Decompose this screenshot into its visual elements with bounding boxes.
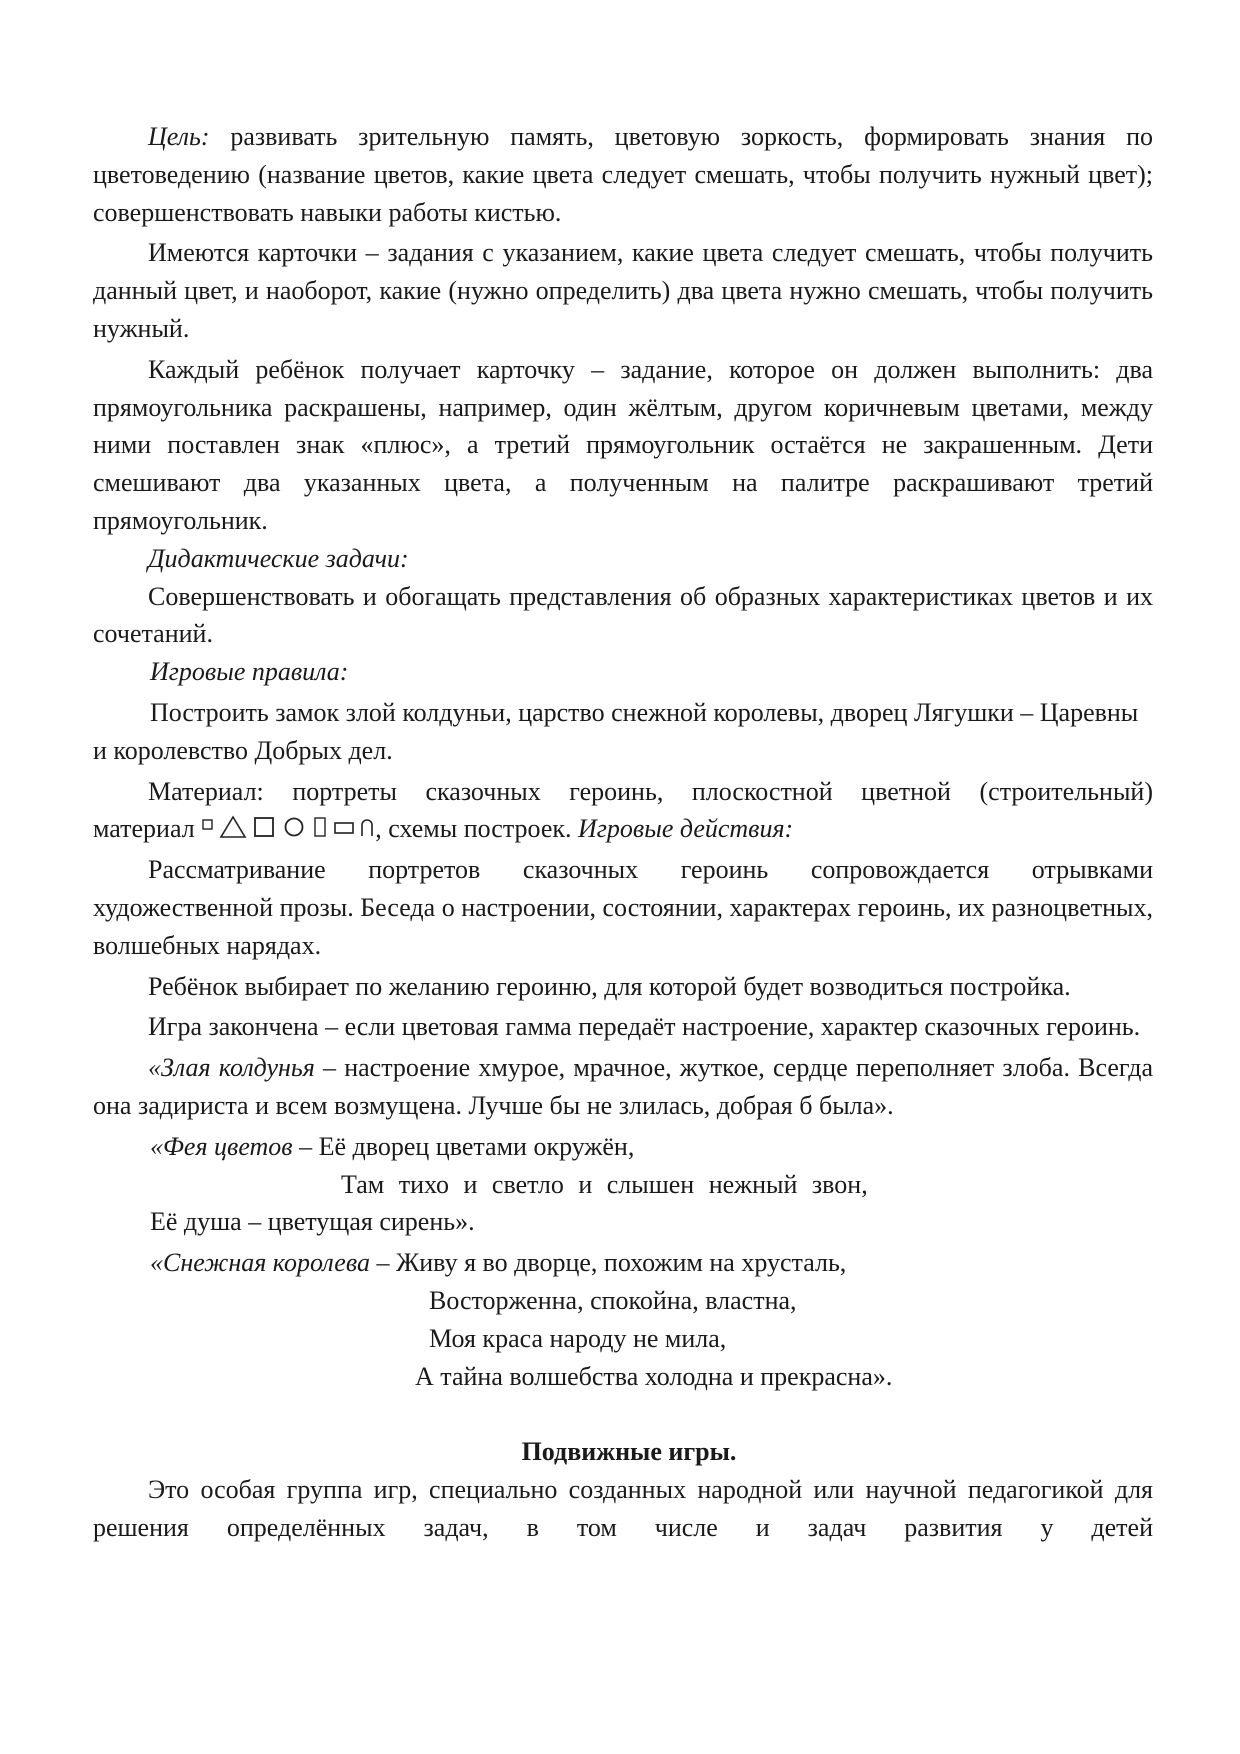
portraits-paragraph: Рассматривание портретов сказочных героинь сопровождается отрывками художественной прозы. Беседа о настроении, состоянии, характерах героинь, их разноцветных, волшебных нарядах. [93,855,1153,960]
fairy-text-1: – Её дворец цветами окружён, [292,1131,635,1161]
witch-paragraph [93,1049,1153,1125]
didactic-heading-text: Дидактические задачи: [148,543,409,573]
witch-text: – настроение хмурое, мрачное, жуткое, сердце переполняет злоба. Всегда она задириста и всем возмущена. Лучше бы не злилась, добрая б была». [93,1053,1154,1120]
fairy-line-2: Там тихо и светло и слышен нежный звон, [341,1169,868,1199]
material-suffix: , схемы построек. [375,814,572,844]
fairy-name: «Фея цветов [150,1131,293,1161]
each-child-paragraph: Каждый ребёнок получает карточку – задание, которое он должен выполнить: два прямоугольника раскрашены, например, один жёлтым, другом коричневым цветами, между ними поставлен знак «плюс», а третий прямоугольник остаётся не закрашенным. Дети смешивают два указанных цвета, а полученным на палитре раскрашивают третий прямоугольник. [93,354,1153,535]
section-title: Подвижные игры. [521,1437,737,1467]
outdoor-games-paragraph: Это особая группа игр, специально созданных народной или научной педагогикой для решения определённых задач, в том числе и задач развития у детей [93,1475,1153,1542]
queen-line-2: Восторженна, спокойна, властна, [429,1285,797,1315]
didactic-heading [93,540,1153,578]
tall-rectangle-icon [311,814,329,840]
fairy-line-1 [93,1128,1153,1166]
choice-paragraph: Ребёнок выбирает по желанию героиню, для которой будет возводиться постройка. [148,971,1071,1001]
queen-line-1 [93,1244,1153,1282]
rules-heading-text: Игровые правила: [150,657,349,687]
queen-name: «Снежная королева [150,1248,370,1278]
queen-line-3: Моя краса народу не мила, [429,1323,727,1353]
didactic-paragraph: Совершенствовать и обогащать представления об образных характеристиках цветов и их сочетаний. [93,581,1153,649]
queen-line-4: А тайна волшебства холодна и прекрасна». [415,1361,893,1391]
cards-paragraph: Имеются карточки – задания с указанием, какие цвета следует смешать, чтобы получить данный цвет, и наоборот, какие (нужно определить) два цвета нужно смешать, чтобы получить нужный. [93,238,1153,343]
fairy-line-3: Её душа – цветущая сирень». [150,1207,475,1237]
wide-rectangle-icon [333,814,355,840]
goal-label: Цель: [148,122,210,151]
square-icon [251,814,277,840]
material-prefix: материал [93,814,195,844]
witch-name: «Злая колдунья [148,1053,315,1083]
rules-heading [93,653,1153,691]
triangle-icon [219,814,247,840]
queen-text-1: – Живу я во дворце, похожим на хрусталь, [369,1248,847,1278]
small-square-icon [201,814,215,840]
page-content [93,118,1153,1547]
circle-icon [281,814,307,840]
material-line-1: Материал: портреты сказочных героинь, плоскостной цветной (строительный) [148,776,1153,806]
arch-icon [359,814,375,840]
queen-verse [93,1244,1153,1395]
end-paragraph: Игра закончена – если цветовая гамма передаёт настроение, характер сказочных героинь. [148,1012,1141,1042]
shapes-row [201,814,375,840]
goal-paragraph [93,118,1153,231]
fairy-verse [93,1128,1153,1241]
material-paragraph [93,773,1153,849]
actions-heading: Игровые действия: [578,814,794,844]
goal-text: развивать зрительную память, цветовую зоркость, формировать знания по цветоведению (название цветов, какие цвета следует смешать, чтобы получить нужный цвет); совершенствовать навыки работы кистью. [93,122,1153,227]
rules-paragraph: Построить замок злой колдуньи, царство снежной королевы, дворец Лягушки – Царевны и королевство Добрых дел. [93,697,1139,765]
